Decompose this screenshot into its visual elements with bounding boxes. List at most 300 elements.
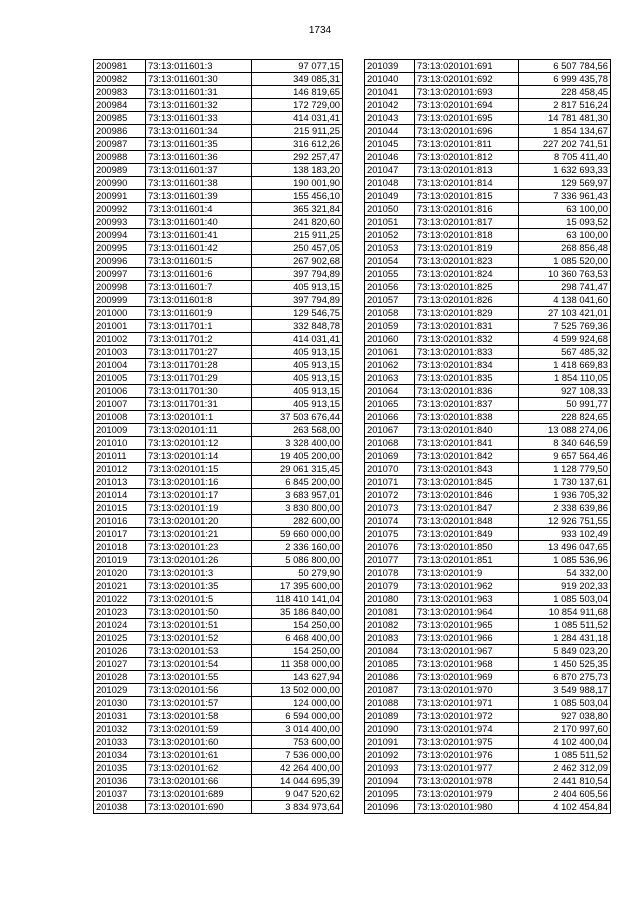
cadastral-number-cell: 73:13:020101:60 xyxy=(146,736,252,749)
table-row xyxy=(365,697,611,710)
table-row xyxy=(94,502,343,515)
cadastral-number-cell: 73:13:020101:56 xyxy=(146,684,252,697)
table-row xyxy=(94,346,343,359)
value-cell: 14 044 695,39 xyxy=(252,775,343,788)
record-number-cell: 201038 xyxy=(94,801,146,814)
record-number-cell: 201051 xyxy=(365,216,415,229)
value-cell: 97 077,15 xyxy=(252,60,343,73)
table-row xyxy=(365,320,611,333)
record-number-cell: 201020 xyxy=(94,567,146,580)
table-row xyxy=(365,177,611,190)
value-cell: 228 824,65 xyxy=(519,411,611,424)
value-cell: 63 100,00 xyxy=(519,229,611,242)
record-number-cell: 201071 xyxy=(365,476,415,489)
value-cell: 2 817 516,24 xyxy=(519,99,611,112)
table-row xyxy=(94,450,343,463)
cadastral-number-cell: 73:13:020101:838 xyxy=(415,411,519,424)
table-row xyxy=(365,619,611,632)
value-cell: 14 781 481,30 xyxy=(519,112,611,125)
record-number-cell: 200985 xyxy=(94,112,146,125)
record-number-cell: 201085 xyxy=(365,658,415,671)
value-cell: 5 849 023,20 xyxy=(519,645,611,658)
value-cell: 292 257,47 xyxy=(252,151,343,164)
record-number-cell: 201075 xyxy=(365,528,415,541)
value-cell: 146 819,65 xyxy=(252,86,343,99)
record-number-cell: 200983 xyxy=(94,86,146,99)
value-cell: 405 913,15 xyxy=(252,398,343,411)
cadastral-number-cell: 73:13:020101:689 xyxy=(146,788,252,801)
table-row xyxy=(365,99,611,112)
value-cell: 172 729,00 xyxy=(252,99,343,112)
value-cell: 753 600,00 xyxy=(252,736,343,749)
value-cell: 2 462 312,09 xyxy=(519,762,611,775)
record-number-cell: 200996 xyxy=(94,255,146,268)
record-number-cell: 201012 xyxy=(94,463,146,476)
cadastral-number-cell: 73:13:020101:62 xyxy=(146,762,252,775)
value-cell: 10 854 911,68 xyxy=(519,606,611,619)
table-row xyxy=(365,671,611,684)
table-row xyxy=(365,632,611,645)
value-cell: 1 085 503,04 xyxy=(519,593,611,606)
value-cell: 1 085 503,04 xyxy=(519,697,611,710)
cadastral-table-right xyxy=(364,59,611,814)
cadastral-number-cell: 73:13:020101:977 xyxy=(415,762,519,775)
table-row xyxy=(94,294,343,307)
record-number-cell: 201030 xyxy=(94,697,146,710)
record-number-cell: 201025 xyxy=(94,632,146,645)
record-number-cell: 201007 xyxy=(94,398,146,411)
value-cell: 282 600,00 xyxy=(252,515,343,528)
record-number-cell: 201062 xyxy=(365,359,415,372)
value-cell: 15 093,52 xyxy=(519,216,611,229)
table-row xyxy=(94,307,343,320)
cadastral-number-cell: 73:13:020101:19 xyxy=(146,502,252,515)
value-cell: 6 870 275,73 xyxy=(519,671,611,684)
value-cell: 35 186 840,00 xyxy=(252,606,343,619)
cadastral-number-cell: 73:13:020101:1 xyxy=(146,411,252,424)
value-cell: 118 410 141,04 xyxy=(252,593,343,606)
table-row xyxy=(94,567,343,580)
record-number-cell: 201003 xyxy=(94,346,146,359)
value-cell: 933 102,49 xyxy=(519,528,611,541)
cadastral-number-cell: 73:13:011601:39 xyxy=(146,190,252,203)
record-number-cell: 201014 xyxy=(94,489,146,502)
table-row xyxy=(94,710,343,723)
record-number-cell: 201022 xyxy=(94,593,146,606)
record-number-cell: 200988 xyxy=(94,151,146,164)
record-number-cell: 201095 xyxy=(365,788,415,801)
table-row xyxy=(365,398,611,411)
table-row xyxy=(94,190,343,203)
table-row xyxy=(365,333,611,346)
value-cell: 215 911,25 xyxy=(252,229,343,242)
cadastral-number-cell: 73:13:011601:34 xyxy=(146,125,252,138)
table-row xyxy=(94,112,343,125)
cadastral-number-cell: 73:13:020101:979 xyxy=(415,788,519,801)
record-number-cell: 201040 xyxy=(365,73,415,86)
value-cell: 332 848,78 xyxy=(252,320,343,333)
table-row xyxy=(94,736,343,749)
cadastral-number-cell: 73:13:011701:30 xyxy=(146,385,252,398)
record-number-cell: 201052 xyxy=(365,229,415,242)
record-number-cell: 201088 xyxy=(365,697,415,710)
record-number-cell: 201094 xyxy=(365,775,415,788)
cadastral-number-cell: 73:13:020101:690 xyxy=(146,801,252,814)
cadastral-number-cell: 73:13:011601:41 xyxy=(146,229,252,242)
cadastral-number-cell: 73:13:020101:11 xyxy=(146,424,252,437)
value-cell: 13 496 047,65 xyxy=(519,541,611,554)
value-cell: 1 730 137,61 xyxy=(519,476,611,489)
value-cell: 6 507 784,56 xyxy=(519,60,611,73)
cadastral-number-cell: 73:13:020101:58 xyxy=(146,710,252,723)
table-row xyxy=(365,658,611,671)
value-cell: 42 264 400,00 xyxy=(252,762,343,775)
cadastral-number-cell: 73:13:020101:966 xyxy=(415,632,519,645)
cadastral-number-cell: 73:13:020101:817 xyxy=(415,216,519,229)
cadastral-table-left xyxy=(93,59,343,814)
cadastral-number-cell: 73:13:020101:16 xyxy=(146,476,252,489)
table-row xyxy=(365,606,611,619)
record-number-cell: 201058 xyxy=(365,307,415,320)
record-number-cell: 201084 xyxy=(365,645,415,658)
cadastral-number-cell: 73:13:011601:36 xyxy=(146,151,252,164)
record-number-cell: 201042 xyxy=(365,99,415,112)
value-cell: 1 418 669,83 xyxy=(519,359,611,372)
record-number-cell: 201032 xyxy=(94,723,146,736)
cadastral-number-cell: 73:13:020101:51 xyxy=(146,619,252,632)
record-number-cell: 201044 xyxy=(365,125,415,138)
record-number-cell: 201066 xyxy=(365,411,415,424)
table-row xyxy=(94,606,343,619)
value-cell: 11 358 000,00 xyxy=(252,658,343,671)
table-row xyxy=(365,359,611,372)
cadastral-number-cell: 73:13:020101:14 xyxy=(146,450,252,463)
record-number-cell: 201061 xyxy=(365,346,415,359)
table-row xyxy=(365,424,611,437)
value-cell: 143 627,94 xyxy=(252,671,343,684)
cadastral-number-cell: 73:13:020101:20 xyxy=(146,515,252,528)
value-cell: 228 458,45 xyxy=(519,86,611,99)
cadastral-number-cell: 73:13:020101:980 xyxy=(415,801,519,814)
table-row xyxy=(365,385,611,398)
record-number-cell: 200997 xyxy=(94,268,146,281)
cadastral-number-cell: 73:13:020101:693 xyxy=(415,86,519,99)
record-number-cell: 200991 xyxy=(94,190,146,203)
cadastral-number-cell: 73:13:020101:837 xyxy=(415,398,519,411)
table-row xyxy=(365,528,611,541)
table-row xyxy=(365,463,611,476)
table-row xyxy=(94,749,343,762)
record-number-cell: 201054 xyxy=(365,255,415,268)
table-row xyxy=(365,775,611,788)
cadastral-number-cell: 73:13:011701:31 xyxy=(146,398,252,411)
table-row xyxy=(365,437,611,450)
record-number-cell: 201057 xyxy=(365,294,415,307)
value-cell: 6 594 000,00 xyxy=(252,710,343,723)
table-row xyxy=(365,216,611,229)
table-row xyxy=(94,658,343,671)
record-number-cell: 201070 xyxy=(365,463,415,476)
cadastral-number-cell: 73:13:011601:6 xyxy=(146,268,252,281)
table-row xyxy=(365,645,611,658)
value-cell: 13 502 000,00 xyxy=(252,684,343,697)
table-row xyxy=(94,229,343,242)
table-row xyxy=(365,450,611,463)
cadastral-number-cell: 73:13:020101:813 xyxy=(415,164,519,177)
record-number-cell: 201045 xyxy=(365,138,415,151)
table-row xyxy=(94,788,343,801)
record-number-cell: 200989 xyxy=(94,164,146,177)
table-row xyxy=(365,554,611,567)
record-number-cell: 201002 xyxy=(94,333,146,346)
record-number-cell: 201005 xyxy=(94,372,146,385)
value-cell: 1 632 693,33 xyxy=(519,164,611,177)
record-number-cell: 201028 xyxy=(94,671,146,684)
record-number-cell: 201065 xyxy=(365,398,415,411)
table-row xyxy=(365,346,611,359)
table-row xyxy=(94,411,343,424)
value-cell: 3 834 973,64 xyxy=(252,801,343,814)
table-row xyxy=(365,788,611,801)
value-cell: 2 336 160,00 xyxy=(252,541,343,554)
table-row xyxy=(365,476,611,489)
table-row xyxy=(94,437,343,450)
record-number-cell: 201060 xyxy=(365,333,415,346)
table-row xyxy=(94,645,343,658)
value-cell: 6 999 435,78 xyxy=(519,73,611,86)
cadastral-number-cell: 73:13:020101:17 xyxy=(146,489,252,502)
cadastral-number-cell: 73:13:020101:823 xyxy=(415,255,519,268)
value-cell: 13 088 274,06 xyxy=(519,424,611,437)
cadastral-number-cell: 73:13:020101:819 xyxy=(415,242,519,255)
cadastral-number-cell: 73:13:011701:2 xyxy=(146,333,252,346)
record-number-cell: 201068 xyxy=(365,437,415,450)
cadastral-number-cell: 73:13:020101:52 xyxy=(146,632,252,645)
value-cell: 215 911,25 xyxy=(252,125,343,138)
value-cell: 8 705 411,40 xyxy=(519,151,611,164)
table-row xyxy=(94,320,343,333)
table-row xyxy=(365,593,611,606)
record-number-cell: 201031 xyxy=(94,710,146,723)
record-number-cell: 201090 xyxy=(365,723,415,736)
value-cell: 7 336 961,43 xyxy=(519,190,611,203)
table-row xyxy=(94,60,343,73)
value-cell: 1 854 134,67 xyxy=(519,125,611,138)
cadastral-number-cell: 73:13:011601:35 xyxy=(146,138,252,151)
record-number-cell: 200987 xyxy=(94,138,146,151)
cadastral-number-cell: 73:13:020101:826 xyxy=(415,294,519,307)
table-row xyxy=(94,697,343,710)
value-cell: 138 183,20 xyxy=(252,164,343,177)
table-row xyxy=(365,489,611,502)
cadastral-number-cell: 73:13:020101:3 xyxy=(146,567,252,580)
record-number-cell: 201059 xyxy=(365,320,415,333)
cadastral-number-cell: 73:13:020101:967 xyxy=(415,645,519,658)
table-row xyxy=(94,801,343,814)
table-row xyxy=(365,268,611,281)
table-row xyxy=(94,632,343,645)
cadastral-number-cell: 73:13:011601:3 xyxy=(146,60,252,73)
table-row xyxy=(365,411,611,424)
table-row xyxy=(365,801,611,814)
value-cell: 250 457,05 xyxy=(252,242,343,255)
record-number-cell: 201018 xyxy=(94,541,146,554)
record-number-cell: 201037 xyxy=(94,788,146,801)
value-cell: 414 031,41 xyxy=(252,333,343,346)
value-cell: 3 014 400,00 xyxy=(252,723,343,736)
cadastral-number-cell: 73:13:020101:969 xyxy=(415,671,519,684)
cadastral-number-cell: 73:13:011701:28 xyxy=(146,359,252,372)
value-cell: 4 102 400,04 xyxy=(519,736,611,749)
record-number-cell: 201063 xyxy=(365,372,415,385)
table-row xyxy=(365,541,611,554)
value-cell: 29 061 315,45 xyxy=(252,463,343,476)
cadastral-number-cell: 73:13:011601:37 xyxy=(146,164,252,177)
cadastral-number-cell: 73:13:020101:9 xyxy=(415,567,519,580)
value-cell: 2 404 605,56 xyxy=(519,788,611,801)
cadastral-number-cell: 73:13:020101:12 xyxy=(146,437,252,450)
table-row xyxy=(94,424,343,437)
record-number-cell: 201008 xyxy=(94,411,146,424)
cadastral-number-cell: 73:13:020101:974 xyxy=(415,723,519,736)
value-cell: 3 549 988,17 xyxy=(519,684,611,697)
value-cell: 298 741,47 xyxy=(519,281,611,294)
table-row xyxy=(94,125,343,138)
value-cell: 365 321,84 xyxy=(252,203,343,216)
table-row xyxy=(365,762,611,775)
table-row xyxy=(94,99,343,112)
record-number-cell: 201011 xyxy=(94,450,146,463)
page-number: 1734 xyxy=(308,25,332,36)
cadastral-number-cell: 73:13:011601:4 xyxy=(146,203,252,216)
table-row xyxy=(94,489,343,502)
value-cell: 1 284 431,18 xyxy=(519,632,611,645)
record-number-cell: 201055 xyxy=(365,268,415,281)
table-row xyxy=(365,203,611,216)
record-number-cell: 200993 xyxy=(94,216,146,229)
cadastral-number-cell: 73:13:011601:32 xyxy=(146,99,252,112)
record-number-cell: 201023 xyxy=(94,606,146,619)
value-cell: 129 569,97 xyxy=(519,177,611,190)
record-number-cell: 201089 xyxy=(365,710,415,723)
value-cell: 124 000,00 xyxy=(252,697,343,710)
value-cell: 927 038,80 xyxy=(519,710,611,723)
record-number-cell: 201046 xyxy=(365,151,415,164)
cadastral-number-cell: 73:13:020101:812 xyxy=(415,151,519,164)
value-cell: 4 102 454,84 xyxy=(519,801,611,814)
value-cell: 4 599 924,68 xyxy=(519,333,611,346)
cadastral-number-cell: 73:13:020101:842 xyxy=(415,450,519,463)
table-row xyxy=(94,281,343,294)
cadastral-number-cell: 73:13:020101:55 xyxy=(146,671,252,684)
cadastral-number-cell: 73:13:011701:29 xyxy=(146,372,252,385)
value-cell: 405 913,15 xyxy=(252,346,343,359)
cadastral-number-cell: 73:13:020101:5 xyxy=(146,593,252,606)
cadastral-number-cell: 73:13:011601:31 xyxy=(146,86,252,99)
record-number-cell: 201043 xyxy=(365,112,415,125)
value-cell: 54 332,00 xyxy=(519,567,611,580)
record-number-cell: 201076 xyxy=(365,541,415,554)
cadastral-number-cell: 73:13:020101:832 xyxy=(415,333,519,346)
table-row xyxy=(94,255,343,268)
record-number-cell: 201035 xyxy=(94,762,146,775)
table-row xyxy=(365,684,611,697)
value-cell: 50 279,90 xyxy=(252,567,343,580)
record-number-cell: 200990 xyxy=(94,177,146,190)
value-cell: 414 031,41 xyxy=(252,112,343,125)
table-row xyxy=(94,138,343,151)
value-cell: 9 657 564,46 xyxy=(519,450,611,463)
table-row xyxy=(94,684,343,697)
record-number-cell: 201029 xyxy=(94,684,146,697)
value-cell: 4 138 041,60 xyxy=(519,294,611,307)
value-cell: 8 340 646,59 xyxy=(519,437,611,450)
record-number-cell: 201021 xyxy=(94,580,146,593)
record-number-cell: 200992 xyxy=(94,203,146,216)
record-number-cell: 201078 xyxy=(365,567,415,580)
cadastral-number-cell: 73:13:020101:694 xyxy=(415,99,519,112)
cadastral-number-cell: 73:13:020101:850 xyxy=(415,541,519,554)
cadastral-number-cell: 73:13:020101:976 xyxy=(415,749,519,762)
value-cell: 1 128 779,50 xyxy=(519,463,611,476)
table-row xyxy=(94,372,343,385)
value-cell: 17 395 600,00 xyxy=(252,580,343,593)
value-cell: 1 450 525,35 xyxy=(519,658,611,671)
value-cell: 405 913,15 xyxy=(252,359,343,372)
value-cell: 3 328 400,00 xyxy=(252,437,343,450)
table-row xyxy=(94,177,343,190)
record-number-cell: 201077 xyxy=(365,554,415,567)
cadastral-number-cell: 73:13:020101:691 xyxy=(415,60,519,73)
value-cell: 316 612,26 xyxy=(252,138,343,151)
table-row xyxy=(365,112,611,125)
table-row xyxy=(94,242,343,255)
table-row xyxy=(94,398,343,411)
cadastral-number-cell: 73:13:020101:845 xyxy=(415,476,519,489)
table-row xyxy=(365,502,611,515)
table-row xyxy=(365,580,611,593)
cadastral-number-cell: 73:13:020101:57 xyxy=(146,697,252,710)
table-row xyxy=(365,281,611,294)
table-row xyxy=(365,138,611,151)
cadastral-number-cell: 73:13:020101:816 xyxy=(415,203,519,216)
table-row xyxy=(94,554,343,567)
cadastral-number-cell: 73:13:020101:975 xyxy=(415,736,519,749)
value-cell: 19 405 200,00 xyxy=(252,450,343,463)
record-number-cell: 201081 xyxy=(365,606,415,619)
cadastral-number-cell: 73:13:020101:23 xyxy=(146,541,252,554)
cadastral-number-cell: 73:13:011601:42 xyxy=(146,242,252,255)
record-number-cell: 201086 xyxy=(365,671,415,684)
value-cell: 7 525 769,36 xyxy=(519,320,611,333)
value-cell: 405 913,15 xyxy=(252,372,343,385)
cadastral-number-cell: 73:13:020101:835 xyxy=(415,372,519,385)
value-cell: 1 854 110,05 xyxy=(519,372,611,385)
record-number-cell: 201009 xyxy=(94,424,146,437)
value-cell: 27 103 421,01 xyxy=(519,307,611,320)
record-number-cell: 201019 xyxy=(94,554,146,567)
cadastral-number-cell: 73:13:020101:841 xyxy=(415,437,519,450)
cadastral-number-cell: 73:13:020101:53 xyxy=(146,645,252,658)
table-row xyxy=(365,294,611,307)
record-number-cell: 201049 xyxy=(365,190,415,203)
cadastral-number-cell: 73:13:020101:849 xyxy=(415,528,519,541)
cadastral-number-cell: 73:13:011601:33 xyxy=(146,112,252,125)
table-row xyxy=(365,125,611,138)
record-number-cell: 201006 xyxy=(94,385,146,398)
record-number-cell: 201010 xyxy=(94,437,146,450)
value-cell: 567 485,32 xyxy=(519,346,611,359)
